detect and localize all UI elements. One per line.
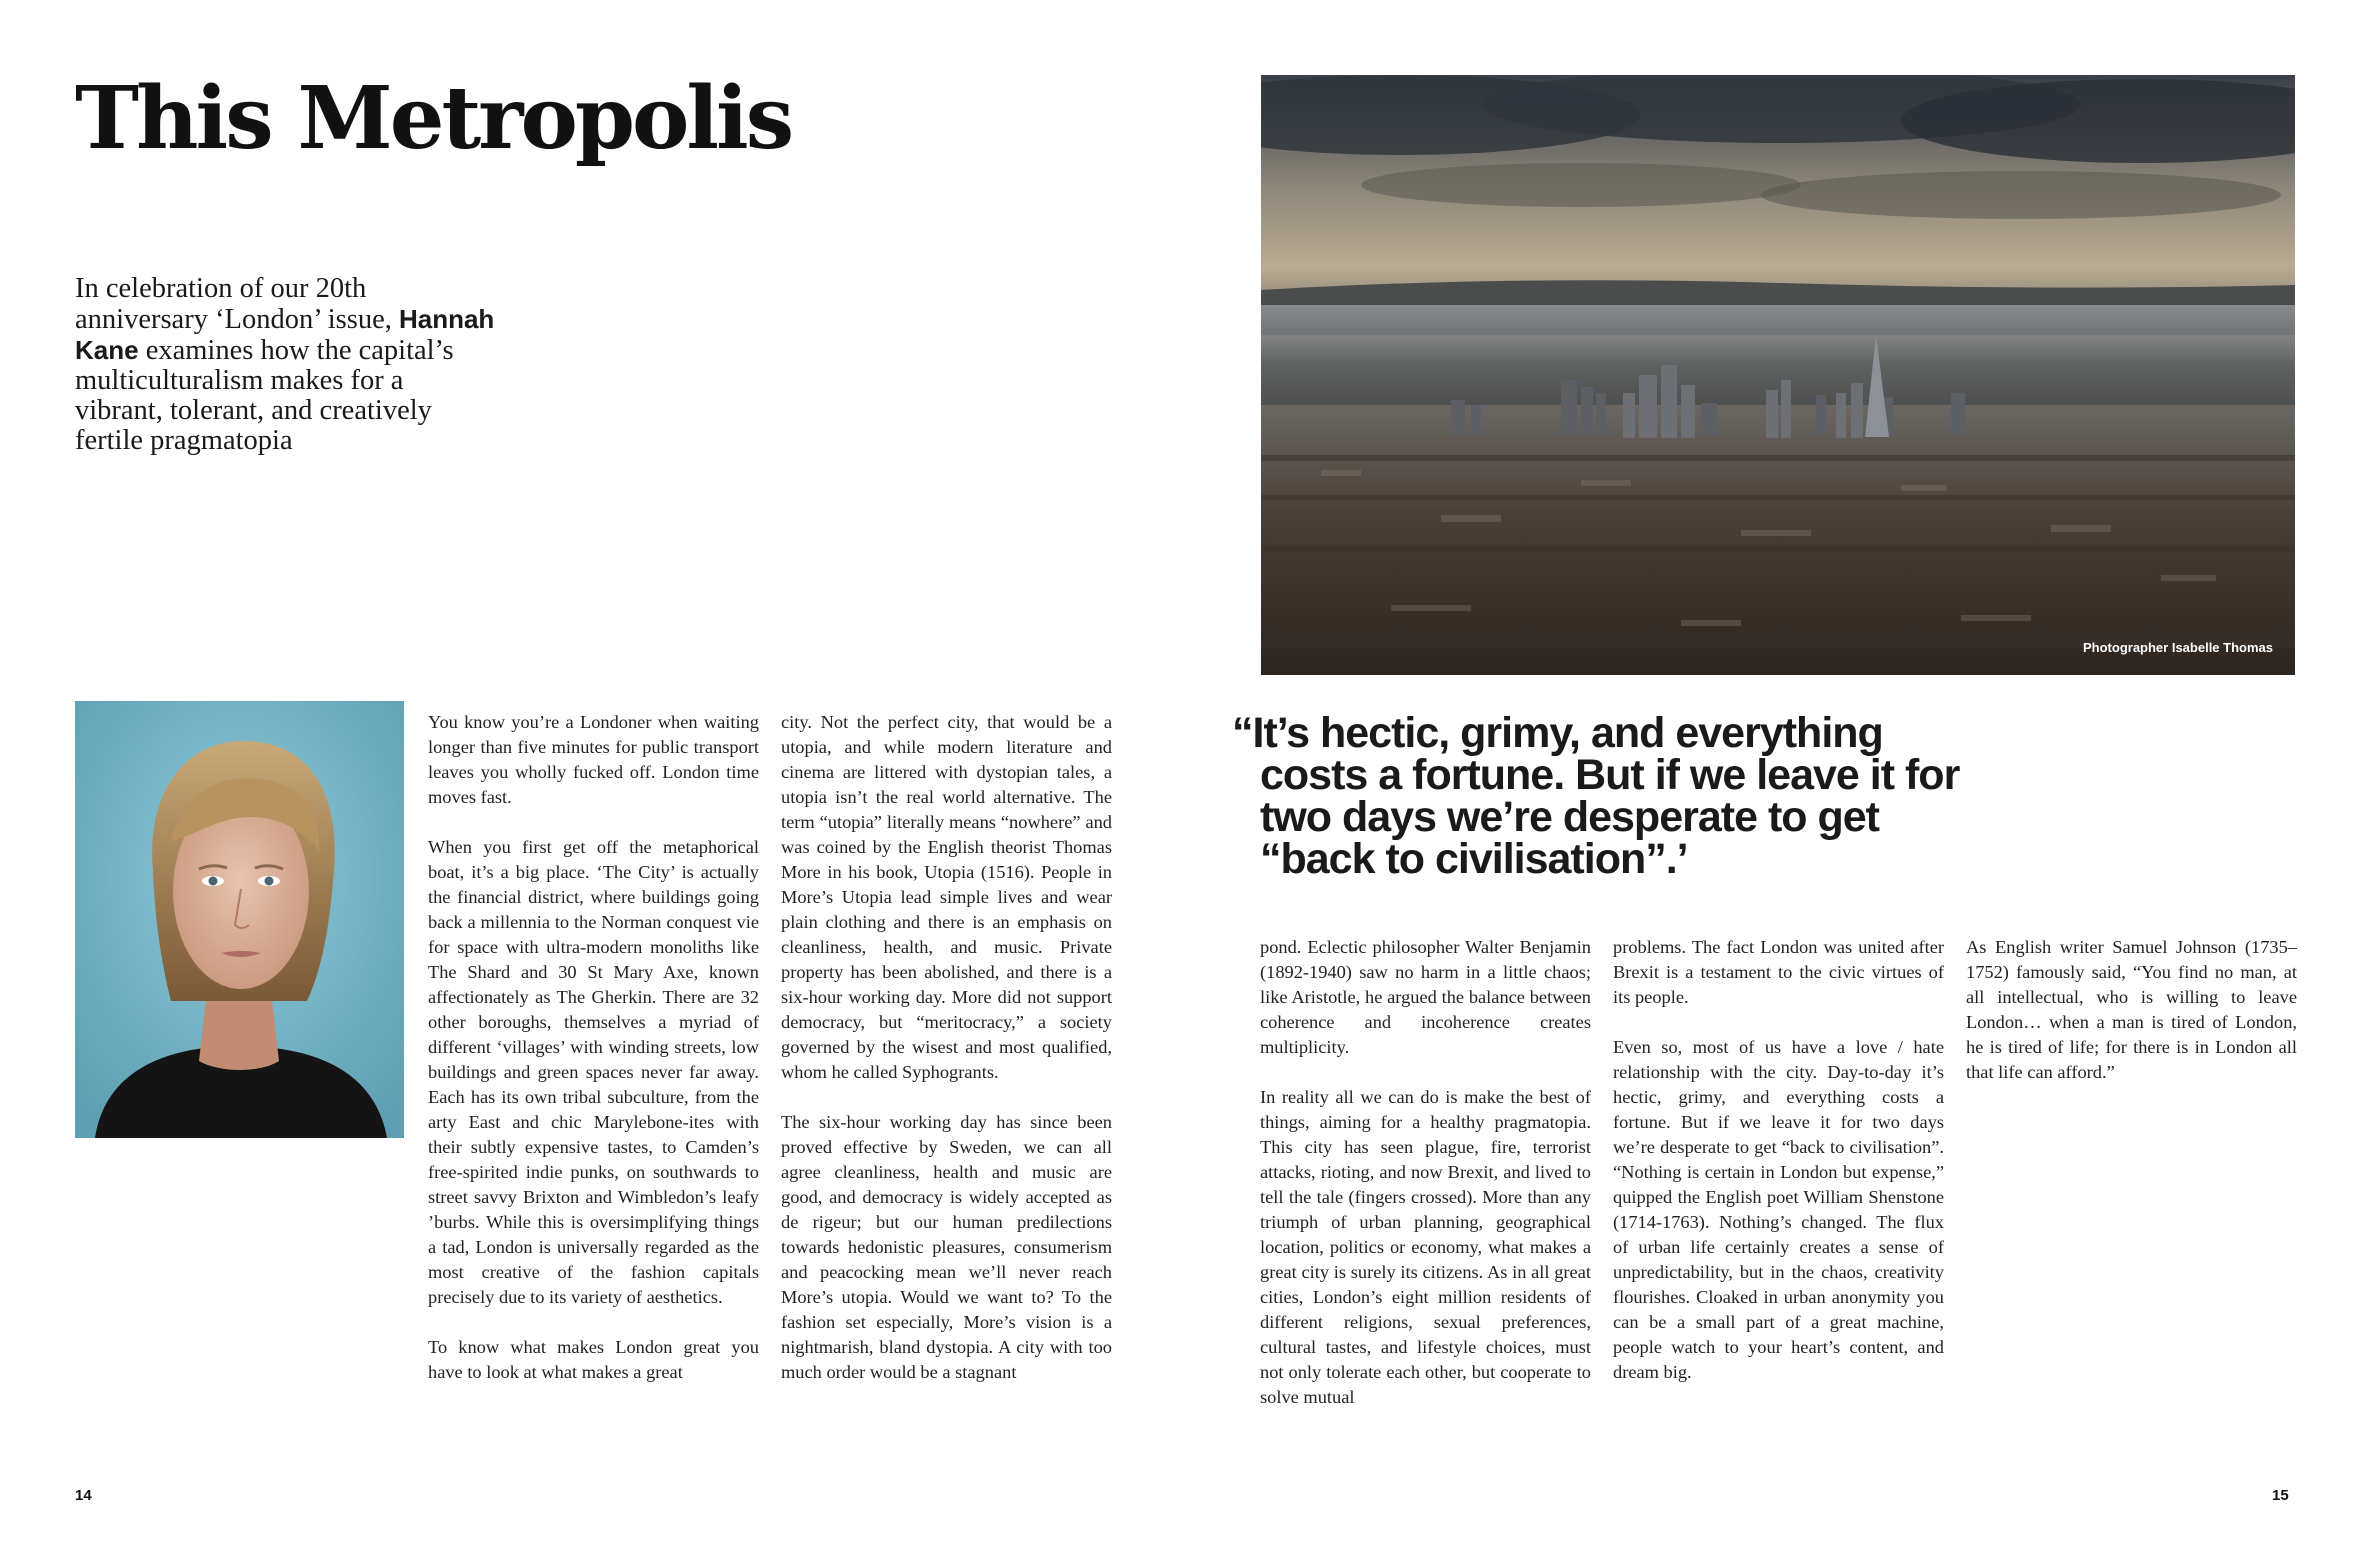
paragraph: You know you’re a Londoner when waiting longer than five minutes for public transport leaves you wholly fucked off. London time moves fast. — [428, 712, 759, 807]
paragraph: The six-hour working day has since been proved effective by Sweden, we can all agree cleanliness, health and music are good, and democracy is widely accepted as de rigeur; but our human predilections towards hedonistic pleasures, consumerism and peacocking mean we’ll never reach More’s utopia. Would we want to? To the fashion set especially, More’s vision is a nightmarish, bland dystopia. A city with too much order would be a stagnant — [781, 1112, 1112, 1382]
paragraph: In reality all we can do is make the best of things, aiming for a healthy pragmatopia. This city has seen plague, fire, terrorist attacks, rioting, and now Brexit, and lived to tell the tale (fingers crossed). More than any triumph of urban planning, geographical location, politics or economy, what makes a great city is surely its citizens. As in all great cities, London’s eight million residents of different religions, sexual preferences, cultural tastes, and lifestyle choices, must not only tolerate each other, but cooperate to solve mutual — [1260, 1087, 1591, 1407]
body-column-5 — [1966, 935, 2297, 1085]
body-column-4 — [1613, 935, 1944, 1385]
paragraph: To know what makes London great you have to look at what makes a great — [428, 1337, 759, 1382]
paragraph: When you first get off the metaphorical boat, it’s a big place. ‘The City’ is actually the financial district, where buildings going back a millennia to the Norman conquest vie for space with ultra-modern monoliths like The Shard and 30 St Mary Axe, known affectionately as The Gherkin. There are 32 other boroughs, themselves a myriad of different ‘villages’ with winding streets, low buildings and green spaces never far away. Each has its own tribal subculture, from the arty East and chic Marylebone-ites with their subtly expensive tastes, to Camden’s free-spirited indie punks, on southwards to street savvy Brixton and Wimbledon’s leafy ’burbs. While this is oversimplifying things a tad, London is universally regarded as the most creative of the fashion capitals precisely due to its variety of aesthetics. — [428, 837, 759, 1307]
paragraph: pond. Eclectic philosopher Walter Benjamin (1892-1940) saw no harm in a little chaos; like Aristotle, he argued the balance between coherence and incoherence creates multiplicity. — [1260, 937, 1591, 1057]
standfirst — [75, 274, 495, 456]
paragraph: city. Not the perfect city, that would be a utopia, and while modern literature and cinema are littered with dystopian tales, a utopia isn’t the real world alternative. The term “utopia” literally means “nowhere” and was coined by the English theorist Thomas More in his book, Utopia (1516). People in More’s Utopia lead simple lives and wear plain clothing and there is an emphasis on cleanliness, health, and music. Private property has been abolished, and there is a six-hour working day. More did not support democracy, but “meritocracy,” a society governed by the wisest and most qualified, whom he called Syphogrants. — [781, 712, 1112, 1082]
page-title: This Metropolis — [75, 68, 792, 169]
body-column-3 — [1260, 935, 1591, 1410]
body-column-2 — [781, 710, 1112, 1385]
body-column-1 — [428, 710, 759, 1385]
pull-quote: “It’s hectic, grimy, and everything costs a fortune. But if we leave it for two days we’re desperate to get “back to civilisation”.’ — [1232, 709, 1960, 883]
paragraph: As English writer Samuel Johnson (1735–1752) famously said, “You find no man, at all intellectual, who is willing to leave London… when a man is tired of London, he is tired of life; for there is in London all that life can afford.” — [1966, 937, 2297, 1082]
paragraph: problems. The fact London was united after Brexit is a testament to the civic virtues of its people. — [1613, 937, 1944, 1007]
photo-credit: Photographer Isabelle Thomas — [2083, 640, 2273, 655]
london-skyline-photo — [1261, 75, 2295, 675]
standfirst-tail: examines how the capital’s multiculturalism makes for a vibrant, tolerant, and creatively fertile pragmatopia — [75, 335, 454, 456]
page-number-right: 15 — [2272, 1487, 2289, 1504]
author-portrait — [75, 701, 404, 1138]
paragraph: Even so, most of us have a love / hate relationship with the city. Day-to-day it’s hectic, grimy, and everything costs a fortune. But if we leave it for two days we’re desperate to get “back to civilisation”. “Nothing is certain in London but expense,” quipped the English poet William Shenstone (1714-1763). Nothing’s changed. The flux of urban life certainly creates a sense of unpredictability, but in the chaos, creativity flourishes. Cloaked in urban anonymity you can be a small part of a great machine, people watch to your heart’s content, and dream big. — [1613, 1037, 1944, 1382]
page-number-left: 14 — [75, 1487, 92, 1504]
author-name: Hannah Kane — [75, 304, 495, 365]
standfirst-lead: In celebration of our 20th anniversary ‘London’ issue, — [75, 273, 399, 335]
